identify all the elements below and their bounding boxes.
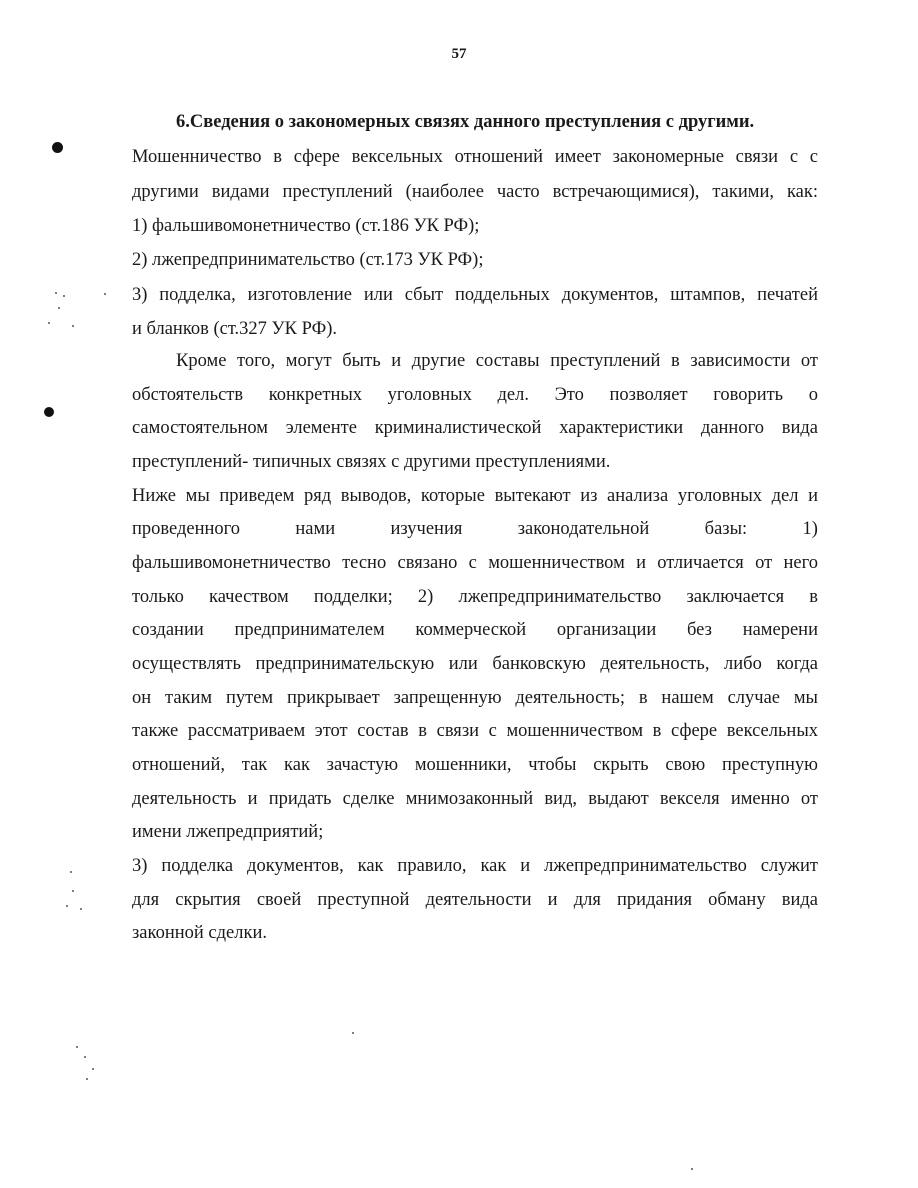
scan-speck: [76, 1046, 78, 1048]
word: изучения: [390, 519, 463, 539]
text-line: законной сделки.: [132, 923, 267, 943]
page-number: 57: [451, 46, 467, 62]
list-item: 2) лжепредпринимательство (ст.173 УК РФ);: [132, 250, 484, 270]
scan-speck: [70, 871, 72, 873]
text-line: преступлений- типичных связях с другими преступлениями.: [132, 452, 611, 472]
spread-line: [132, 517, 818, 541]
word: проведенного: [132, 519, 241, 539]
scan-speck: [92, 1068, 94, 1070]
scan-speck: [86, 1078, 88, 1080]
scan-speck: [58, 307, 60, 309]
text-line: для скрытия своей преступной деятельности и для придания обману вида: [132, 890, 818, 910]
word: 1): [802, 519, 818, 539]
section-heading: 6.Сведения о закономерных связях данного преступления с другими.: [176, 112, 755, 132]
text-line: также рассматриваем этот состав в связи с мошенничеством в сфере вексельных: [132, 721, 818, 741]
scan-speck: [63, 295, 65, 297]
scan-speck: [84, 1056, 86, 1058]
text-line: Мошенничество в сфере вексельных отношений имеет закономерные связи с с: [132, 147, 818, 167]
scan-dot: [44, 407, 54, 417]
word: законодательной: [517, 519, 650, 539]
scan-speck: [691, 1168, 693, 1170]
scan-speck: [72, 325, 74, 327]
scan-speck: [104, 293, 106, 295]
text-line: создании предпринимателем коммерческой организации без намерени: [132, 620, 818, 640]
scan-speck: [80, 908, 82, 910]
scan-speck: [72, 890, 74, 892]
text-line: самостоятельном элементе криминалистической характеристики данного вида: [132, 418, 818, 438]
list-item: 3) подделка, изготовление или сбыт поддельных документов, штампов, печатей: [132, 285, 818, 305]
text-line: деятельность и придать сделке мнимозаконный вид, выдают векселя именно от: [132, 789, 818, 809]
text-line: фальшивомонетничество тесно связано с мошенничеством и отличается от него: [132, 553, 818, 573]
word: базы:: [704, 519, 748, 539]
text-line: имени лжепредприятий;: [132, 822, 324, 842]
scan-speck: [55, 292, 57, 294]
word: нами: [295, 519, 336, 539]
scan-speck: [352, 1032, 354, 1034]
text-line: обстоятельств конкретных уголовных дел. Это позволяет говорить о: [132, 385, 818, 405]
scan-dot: [52, 142, 63, 153]
scan-speck: [48, 322, 50, 324]
paragraph-first-line: Кроме того, могут быть и другие составы преступлений в зависимости от: [176, 351, 818, 371]
text-line: и бланков (ст.327 УК РФ).: [132, 319, 337, 339]
list-item: 1) фальшивомонетничество (ст.186 УК РФ);: [132, 216, 480, 236]
list-item: 3) подделка документов, как правило, как и лжепредпринимательство служит: [132, 856, 818, 876]
text-line: отношений, так как зачастую мошенники, чтобы скрыть свою преступную: [132, 755, 818, 775]
text-line: только качеством подделки; 2) лжепредпринимательство заключается в: [132, 587, 818, 607]
text-line: Ниже мы приведем ряд выводов, которые вытекают из анализа уголовных дел и: [132, 486, 818, 506]
text-line: осуществлять предпринимательскую или банковскую деятельность, либо когда: [132, 654, 818, 674]
text-line: он таким путем прикрывает запрещенную деятельность; в нашем случае мы: [132, 688, 818, 708]
scan-speck: [66, 905, 68, 907]
text-line: другими видами преступлений (наиболее часто встречающимися), такими, как:: [132, 182, 818, 202]
